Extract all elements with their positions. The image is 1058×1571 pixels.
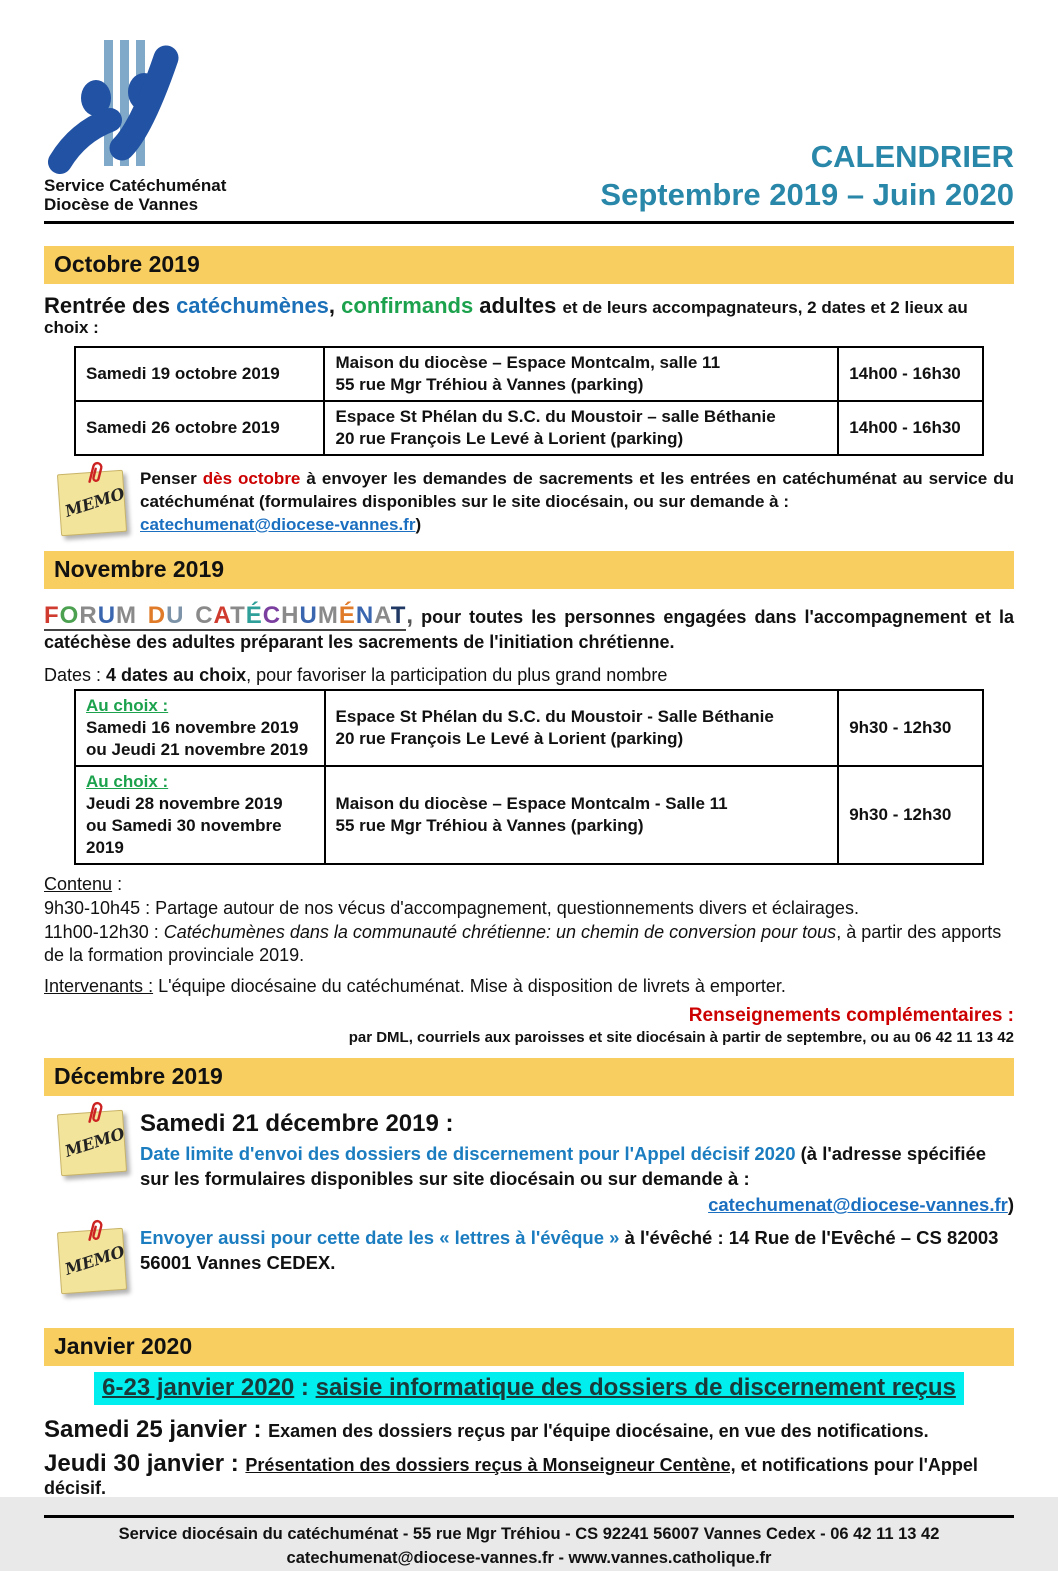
sticky-note-icon — [57, 470, 127, 536]
contenu-line1: 9h30-10h45 : Partage autour de nos vécus d'accompagnement, questionnements divers et éclairages. — [44, 897, 859, 918]
place-cell — [325, 766, 839, 864]
contenu-line2-rest: , à partir des apports de la formation provinciale 2019. — [44, 921, 1002, 966]
intro-word-confirmands: confirmands — [341, 293, 474, 318]
forum-letter — [184, 602, 195, 629]
memo-text: Penser — [140, 469, 203, 489]
intervenants-line — [44, 975, 1014, 999]
memo-note-october — [44, 468, 1014, 537]
time-cell: 9h30 - 12h30 — [838, 690, 983, 766]
contenu-block — [44, 873, 1014, 999]
forum-letter: É — [338, 601, 356, 629]
highlight-line-wrap — [44, 1374, 1014, 1402]
contenu-label: Contenu — [44, 874, 113, 895]
org-name-line1: Service Catéchuménat — [44, 175, 227, 195]
forum-letter: R — [79, 601, 98, 629]
time-cell: 14h00 - 16h30 — [838, 401, 983, 455]
dates-bold: 4 dates au choix — [106, 664, 247, 685]
deadline-text-blue: Date limite d'envoi des dossiers de discernement pour l'Appel décisif 2020 — [140, 1143, 801, 1165]
paperclip-icon — [85, 1100, 105, 1125]
renseignements-detail: par DML, courriels aux paroisses et site diocésain à partir de septembre, ou au 06 42 11 13 42 — [348, 1028, 1014, 1046]
memo-label: MEMO — [62, 1242, 127, 1280]
table-row — [75, 347, 983, 401]
forum-letter: N — [355, 601, 375, 629]
forum-letter: C — [195, 601, 214, 629]
memo-note-december-2 — [44, 1226, 1014, 1292]
memo-note-december-1 — [44, 1108, 1014, 1218]
contenu-line2 — [44, 921, 1014, 969]
forum-title — [44, 602, 406, 631]
dates-label: Dates : — [44, 664, 107, 685]
forum-letter: U — [97, 601, 117, 629]
date-cell: Samedi 19 octobre 2019 — [75, 347, 324, 401]
forum-letter: M — [317, 601, 339, 629]
forum-rest-text: pour toutes les personnes engagées dans l'accompagnement et la catéchèse des adultes préparant les sacrements de l'initiation chrétienne. — [44, 606, 1015, 653]
memo-bishop-text — [140, 1226, 1014, 1276]
january-item-2 — [44, 1450, 1014, 1499]
date-cell — [75, 766, 325, 864]
renseignements-title: Renseignements complémentaires : — [688, 1004, 1014, 1026]
events-table-october — [74, 346, 984, 456]
intro-text-bold: 2 dates et 2 lieux au choix : — [44, 298, 968, 338]
table-row — [75, 766, 983, 864]
footer-contacts: catechumenat@diocese-vannes.fr - www.vannes.catholique.fr — [286, 1549, 772, 1568]
date-option-1: Jeudi 28 novembre 2019 — [86, 793, 283, 813]
after-link-paren: ) — [1007, 1194, 1014, 1216]
place-line2: 55 rue Mgr Tréhiou à Vannes (parking) — [335, 374, 644, 394]
forum-letter: T — [230, 601, 246, 629]
intervenants-text: L'équipe diocésaine du catéchuménat. Mise à disposition de livrets à emporter. — [153, 976, 786, 997]
place-cell — [324, 401, 838, 455]
place-line2: 20 rue François Le Levé à Lorient (parking) — [335, 429, 684, 449]
place-line1: Maison du diocèse – Espace Montcalm, salle 11 — [335, 352, 721, 372]
header — [44, 28, 1014, 224]
intro-text-small: et de leurs accompagnateurs, — [562, 298, 808, 317]
place-line2: 20 rue François Le Levé à Lorient (parking) — [335, 728, 684, 748]
memo-text: à envoyer les demandes de sacrements et les entrées en catéchuménat au service du catéchuménat (formulaires disponibles sur le site diocésain, ou sur demande à : — [140, 469, 1014, 512]
paperclip-icon — [85, 1218, 105, 1243]
table-row — [75, 690, 983, 766]
place-line2: 55 rue Mgr Tréhiou à Vannes (parking) — [335, 816, 644, 836]
page-title — [600, 138, 1014, 216]
dates-rest: , pour favoriser la participation du plus grand nombre — [246, 664, 668, 685]
contenu-heading — [44, 873, 1014, 897]
footer-line1: Service diocésain du catéchuménat - 55 rue Mgr Tréhiou - CS 92241 56007 Vannes Cedex - 06 42 11 13 42 — [118, 1525, 940, 1544]
date-option-2: ou Samedi 30 novembre 2019 — [86, 816, 282, 858]
date-cell — [75, 690, 325, 766]
intervenants-label: Intervenants : — [44, 976, 154, 997]
footer-line2 — [44, 1547, 1014, 1571]
highlight-text: saisie informatique des dossiers de discernement reçus — [315, 1374, 956, 1402]
bishop-letters-black: à l'évêché : 14 Rue de l'Evêché – CS 82003 56001 Vannes CEDEX. — [140, 1227, 999, 1274]
place-line1: Espace St Phélan du S.C. du Moustoir – salle Béthanie — [335, 406, 776, 426]
time-cell: 9h30 - 12h30 — [838, 766, 983, 864]
sticky-note-icon — [57, 1228, 127, 1294]
memo-october-text — [140, 468, 1014, 537]
forum-letter: O — [59, 601, 80, 629]
date-option-2: ou Jeudi 21 novembre 2019 — [86, 739, 309, 759]
paperclip-icon — [85, 460, 105, 485]
forum-comma: , — [406, 601, 414, 629]
highlight-sep: : — [294, 1374, 316, 1402]
forum-letter: U — [166, 601, 185, 629]
title-line1: CALENDRIER — [810, 138, 1014, 174]
org-name-line2: Diocèse de Vannes — [44, 195, 199, 215]
brand-block — [44, 36, 226, 215]
intro-word-adultes: adultes — [473, 293, 563, 318]
forum-letter — [137, 602, 148, 629]
january-item-1 — [44, 1416, 1014, 1444]
date-option-1: Samedi 16 novembre 2019 — [86, 717, 299, 737]
forum-letter: U — [299, 601, 318, 629]
item-text: et notifications pour l'Appel décisif. — [44, 1455, 978, 1499]
choice-label: Au choix : — [86, 771, 169, 791]
footer — [44, 1515, 1014, 1571]
memo-text: ) — [415, 515, 422, 535]
email-link-december[interactable]: catechumenat@diocese-vannes.fr — [708, 1194, 1008, 1216]
renseignements-block — [44, 1005, 1014, 1046]
forum-letter: D — [147, 601, 167, 629]
deadline-text-black: (à l'adresse spécifiée sur les formulaires disponibles sur site diocésain ou sur demande à : — [140, 1143, 987, 1190]
memo-label: MEMO — [62, 483, 127, 522]
events-table-november — [74, 689, 984, 866]
forum-letter: M — [116, 601, 138, 629]
forum-letter: H — [281, 601, 300, 629]
item-date-label: Jeudi 30 janvier : — [44, 1450, 246, 1478]
memo-text-red: dès octobre — [202, 469, 301, 489]
intro-word-catechumenes: catéchumènes — [176, 293, 329, 318]
october-intro — [44, 293, 1014, 339]
place-cell — [325, 690, 839, 766]
banner-january: Janvier 2020 — [44, 1328, 1014, 1366]
item-text: Examen des dossiers reçus par l'équipe diocésaine, en vue des notifications. — [268, 1421, 929, 1442]
memo-december-heading: Samedi 21 décembre 2019 : — [140, 1109, 454, 1137]
memo-label: MEMO — [62, 1123, 127, 1161]
banner-november: Novembre 2019 — [44, 551, 1014, 589]
forum-letter: A — [374, 601, 391, 629]
forum-letter: F — [44, 601, 60, 629]
date-cell: Samedi 26 octobre 2019 — [75, 401, 324, 455]
memo-icon — [44, 1108, 140, 1174]
item-date-label: Samedi 25 janvier : — [44, 1416, 269, 1444]
contenu-line2-title: Catéchumènes dans la communauté chrétienne: un chemin de conversion pour tous — [163, 921, 837, 942]
org-name — [44, 176, 226, 215]
banner-october: Octobre 2019 — [44, 246, 1014, 284]
place-line1: Maison du diocèse – Espace Montcalm - Salle 11 — [335, 793, 728, 813]
highlight-line — [94, 1372, 964, 1405]
place-cell — [324, 347, 838, 401]
time-cell: 14h00 - 16h30 — [838, 347, 983, 401]
title-line2: Septembre 2019 – Juin 2020 — [600, 177, 1014, 213]
contenu-line2-time: 11h00-12h30 : — [44, 921, 164, 942]
memo-december-body — [140, 1142, 1014, 1192]
choice-label: Au choix : — [86, 695, 169, 715]
banner-december: Décembre 2019 — [44, 1058, 1014, 1096]
highlight-date: 6-23 janvier 2020 — [102, 1374, 295, 1402]
forum-letter: T — [390, 601, 407, 629]
item-text-underlined: Présentation des dossiers reçus à Monseigneur Centène, — [245, 1455, 736, 1476]
memo-december-text — [140, 1108, 1014, 1218]
intro-text: Rentrée des — [44, 293, 177, 318]
memo-icon — [44, 468, 140, 534]
intro-comma: , — [328, 293, 342, 318]
contenu-colon: : — [112, 874, 123, 895]
diocese-logo-icon — [58, 36, 188, 174]
dates-line — [44, 665, 1014, 686]
forum-letter: É — [245, 601, 263, 629]
forum-description — [44, 600, 1014, 655]
sticky-note-icon — [57, 1110, 127, 1176]
email-link-line — [140, 1193, 1014, 1218]
forum-letter: A — [213, 601, 231, 629]
bishop-letters-blue: Envoyer aussi pour cette date les « lettres à l'évêque » — [140, 1227, 625, 1249]
table-row — [75, 401, 983, 455]
forum-letter: C — [262, 601, 282, 629]
memo-icon — [44, 1226, 140, 1292]
january-items — [44, 1416, 1014, 1499]
email-link-october[interactable]: catechumenat@diocese-vannes.fr — [140, 515, 416, 535]
place-line1: Espace St Phélan du S.C. du Moustoir - Salle Béthanie — [335, 706, 774, 726]
